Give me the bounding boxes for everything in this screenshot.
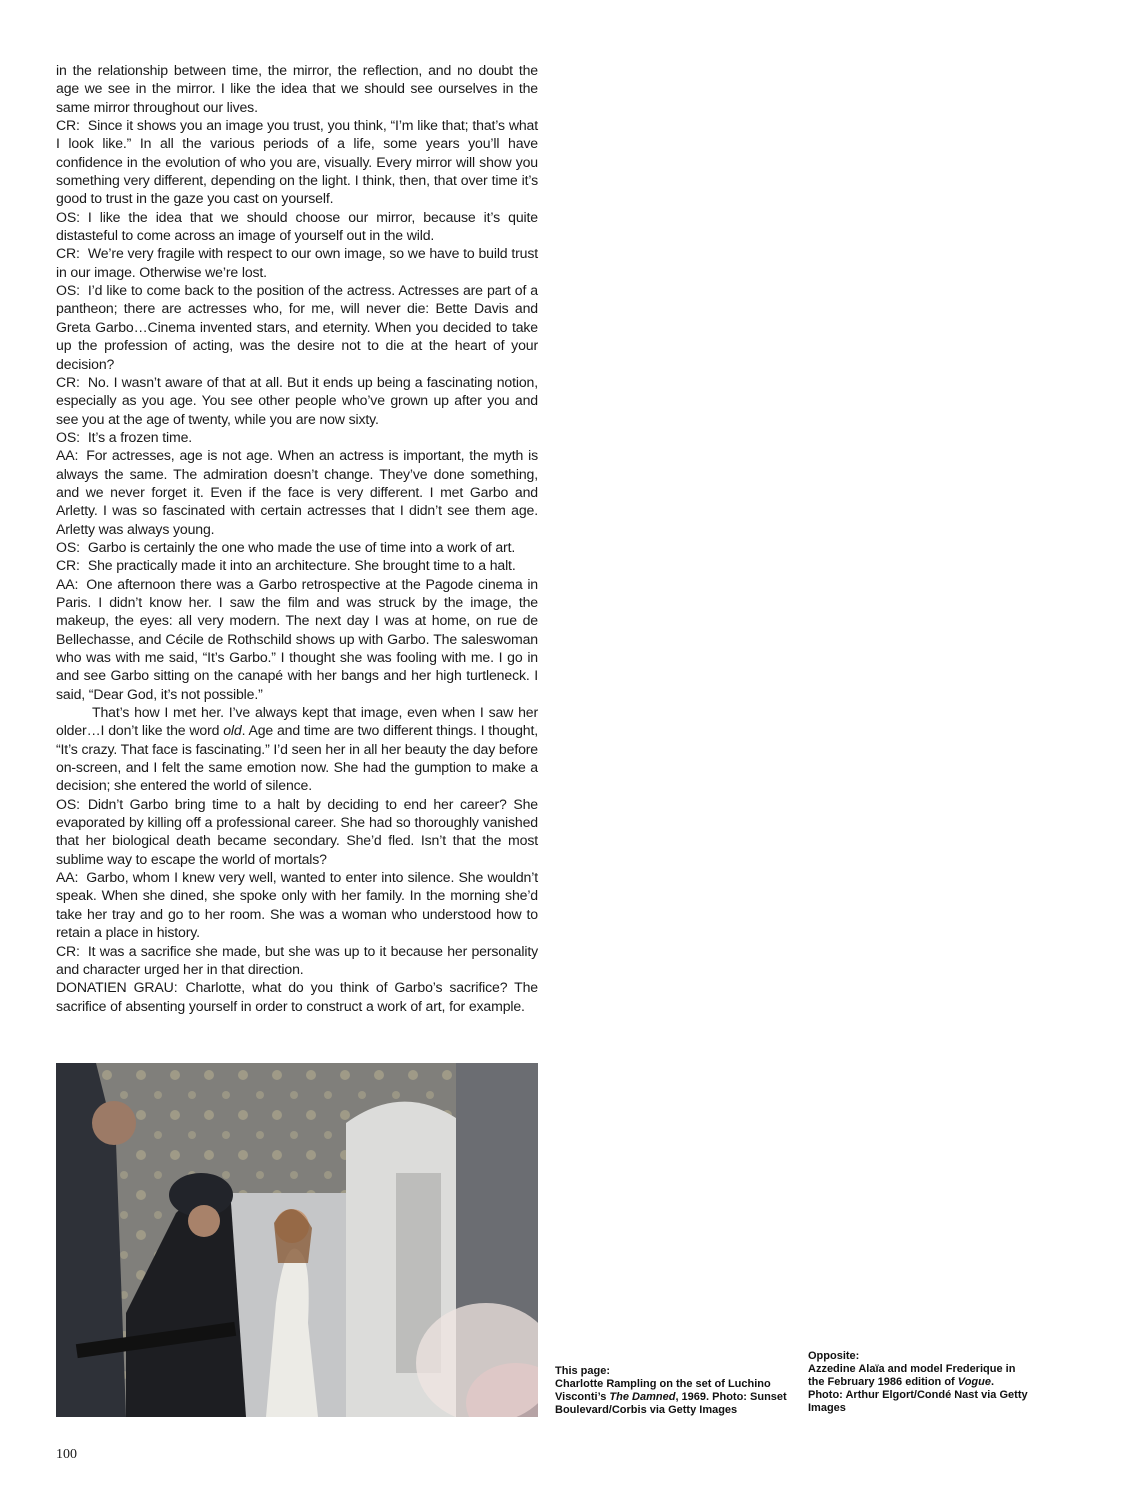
caption-heading: This page: — [555, 1365, 611, 1377]
dialogue-paragraph — [56, 373, 538, 428]
paragraph-text: No. I wasn’t aware of that at all. But it ends up being a fascinating notion, especially as you age. You see other people who’ve grown up after you and see you at the age of twenty, while you are now sixty. — [56, 373, 538, 427]
paragraphs-group-1 — [56, 61, 538, 703]
photo-illustration — [56, 1063, 538, 1417]
dialogue-paragraph — [56, 116, 538, 208]
speaker-label: CR: — [56, 117, 80, 134]
speaker-label: CR: — [56, 373, 80, 390]
speaker-label: AA: — [56, 447, 79, 464]
paragraph-text: For actresses, age is not age. When an actress is important, the myth is always the same. The admiration doesn’t change. They’ve done something, and we never forget it. Even if the face is very different. I met Garbo and Arletty. I was so fascinated with certain actresses that I didn’t see them age. Arletty was always young. — [56, 447, 538, 537]
dialogue-paragraph — [56, 61, 538, 116]
caption-heading: Opposite: — [808, 1350, 860, 1362]
paragraph-text: Garbo is certainly the one who made the use of time into a work of art. — [87, 538, 516, 555]
speaker-label: OS: — [56, 428, 80, 445]
paragraph-text: Garbo, whom I knew very well, wanted to enter into silence. She wouldn’t speak. When she dined, she spoke only with her family. In the morning she’d take her tray and go to her room. She was a woman who understood how to retain a place in history. — [56, 869, 538, 941]
speaker-label: OS: — [56, 795, 80, 812]
caption-text: . Photo: Arthur Elgort/Condé Nast via Getty Images — [808, 1376, 1028, 1414]
paragraph-text: I’d like to come back to the position of the actress. Actresses are part of a pantheon; there are actresses who, for me, will never die: Bette Davis and Greta Garbo…Cinema invented stars, and eternity. When you decided to take up the profession of acting, was the desire not to die at the heart of your decision? — [56, 282, 538, 372]
dialogue-paragraph — [56, 208, 538, 245]
paragraph-text: I like the idea that we should choose our mirror, because it’s quite distasteful to come across an image of yourself out in the wild. — [56, 208, 538, 244]
caption-italic: The Damned — [609, 1391, 676, 1403]
speaker-label: OS: — [56, 282, 80, 299]
caption-text: Azzedine Alaïa and model Frederique in the February 1986 edition of — [808, 1363, 1016, 1388]
caption-opposite — [808, 1350, 1028, 1415]
italic-word: old — [223, 722, 242, 739]
caption-this-page — [555, 1365, 790, 1417]
caption-text: Charlotte Rampling on the set of Luchino Visconti’s — [555, 1378, 771, 1403]
caption-italic: Vogue — [957, 1376, 991, 1388]
dialogue-paragraph — [56, 942, 538, 979]
film-still-photo — [56, 1063, 538, 1417]
speaker-label: AA: — [56, 575, 79, 592]
indented-paragraph — [56, 703, 538, 795]
paragraph-text: We’re very fragile with respect to our own image, so we have to build trust in our image. Otherwise we’re lost. — [56, 245, 538, 280]
dialogue-paragraph — [56, 281, 538, 373]
dialogue-paragraph — [56, 446, 538, 538]
page-number: 100 — [56, 1447, 77, 1462]
paragraph-text: in the relationship between time, the mirror, the reflection, and no doubt the age we see in the mirror. I like the idea that we should see ourselves in the same mirror throughout our lives. — [56, 62, 538, 115]
paragraph-text: It’s a frozen time. — [87, 428, 193, 445]
paragraphs-group-2 — [56, 795, 538, 1015]
speaker-label: CR: — [56, 942, 80, 959]
paragraph-text: Didn’t Garbo bring time to a halt by deciding to end her career? She evaporated by killing off a professional career. She had so thoroughly vanished that her biological death became secondary. She’d fled. Isn’t that the most sublime way to escape the world of mortals? — [56, 795, 538, 867]
speaker-label: CR: — [56, 557, 80, 574]
paragraph-text: Charlotte, what do you think of Garbo’s sacrifice? The sacrifice of absenting yourself in order to construct a work of art, for example. — [56, 979, 538, 1014]
paragraph-text: Since it shows you an image you trust, you think, “I’m like that; that’s what I look like.” In all the various periods of a life, some years you’ll have confidence in the evolution of who you are, visually. Every mirror will show you something very different, depending on the light. I think, then, that over time it’s good to trust in the gaze you cast on yourself. — [56, 117, 538, 207]
caption-text: , 1969. Photo: Sunset Boulevard/Corbis via Getty Images — [555, 1391, 787, 1416]
paragraph-text: She practically made it into an architecture. She brought time to a halt. — [87, 557, 516, 574]
speaker-label: OS: — [56, 538, 80, 555]
dialogue-paragraph — [56, 868, 538, 941]
speaker-label: AA: — [56, 869, 79, 886]
dialogue-paragraph — [56, 428, 538, 446]
dialogue-paragraph — [56, 795, 538, 868]
dialogue-paragraph — [56, 575, 538, 703]
speaker-label: CR: — [56, 245, 80, 262]
dialogue-paragraph — [56, 538, 538, 556]
dialogue-paragraph — [56, 556, 538, 574]
dialogue-paragraph — [56, 978, 538, 1015]
text-segment: That’s how I met her. I’ve always kept that image, even when I saw her older…I don’t like the word — [56, 704, 538, 739]
dialogue-paragraph — [56, 244, 538, 281]
speaker-label: DONATIEN GRAU: — [56, 979, 178, 996]
text-segment: . Age and time are two different things. I thought, “It’s crazy. That face is fascinating.” I’d seen her in all her beauty the day before on-screen, and I felt the same emotion now. She had the gumption to make a decision; she entered the world of silence. — [56, 722, 539, 794]
article-body — [56, 61, 538, 1015]
paragraph-text: One afternoon there was a Garbo retrospective at the Pagode cinema in Paris. I didn’t know her. I saw the film and was struck by the image, the makeup, the eyes: all very modern. The next day I was at home, on rue de Bellechasse, and Cécile de Rothschild shows up with Garbo. The saleswoman who was with me said, “It’s Garbo.” I thought she was fooling with me. I go in and see Garbo sitting on the canapé with her bangs and her high turtleneck. I said, “Dear God, it’s not possible.” — [56, 575, 538, 702]
paragraph-text: It was a sacrifice she made, but she was up to it because her personality and character urged her in that direction. — [56, 942, 538, 977]
speaker-label: OS: — [56, 208, 80, 225]
